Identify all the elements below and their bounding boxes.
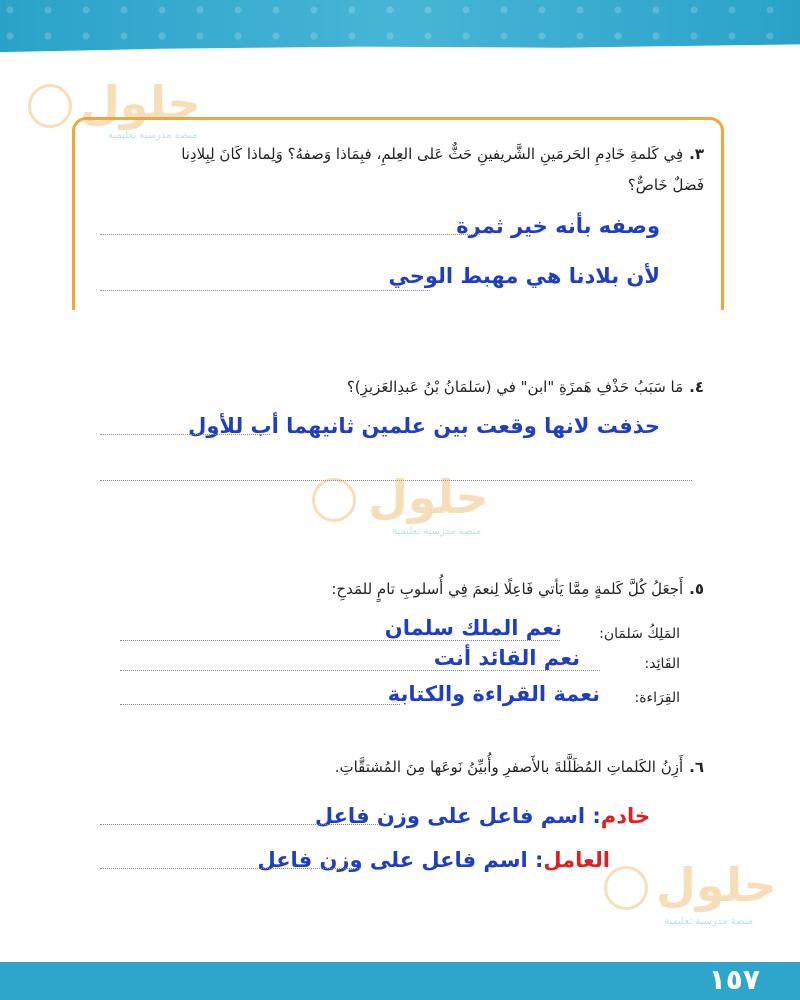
question-text: مَا سَبَبُ حَذْفِ هَمزَةِ "ابن" في (سَلمَانُ بْنُ عَبدِالعَزيزِ)؟ bbox=[346, 378, 684, 396]
q3-answer-1: وصفه بأنه خير ثمرة bbox=[456, 214, 660, 238]
question-number: ٦. bbox=[689, 758, 704, 776]
question-text: فِي كَلمةِ خَادِمِ الحَرمَينِ الشَّريفينِ حَثٌّ عَلى العِلمِ، فبِمَاذا وَصفهُ؟ وَلِماذا كَانَ لِبِلادِنا bbox=[181, 145, 684, 163]
answer-line bbox=[100, 868, 360, 869]
answer-line bbox=[100, 234, 480, 235]
watermark-tagline: منصة مدرسية تعليمية bbox=[664, 916, 754, 927]
answer-line bbox=[100, 290, 430, 291]
q6-word-2: العامل bbox=[543, 848, 610, 872]
question-text: أَزِنُ الكَلماتِ المُظَلَّلةَ بالأَصفرِ وأُبيِّنُ نَوعَها مِنَ المُشتقَّاتِ. bbox=[334, 758, 684, 776]
q3-answer-2: لأن بلادنا هي مهبط الوحي bbox=[388, 264, 660, 288]
watermark-brand: حلول bbox=[368, 470, 489, 524]
watermark-middle bbox=[312, 464, 502, 544]
q5-label-1: المَلِكُ سَلمَان: bbox=[599, 626, 680, 642]
watermark-brand: حلول bbox=[656, 858, 777, 912]
answer-line bbox=[120, 640, 560, 641]
watermark-tagline: منصة مدرسية تعليمية bbox=[108, 130, 198, 141]
watermark-logo-icon bbox=[28, 84, 72, 128]
q4-answer: حذفت لانها وقعت بين علمين ثانيهما أب للأول bbox=[188, 414, 660, 438]
watermark-brand: حلول bbox=[80, 76, 201, 130]
question-4 bbox=[347, 378, 704, 396]
watermark-bottom bbox=[604, 852, 794, 932]
q6-answer-text-2: : اسم فاعل على وزن فاعل bbox=[257, 848, 544, 872]
question-5 bbox=[331, 580, 704, 598]
question-text: أَجعَلُ كُلَّ كَلمةٍ مِمَّا يَأتي فَاعِلًا لِنعمَ فِي أُسلوبِ تامٍ للمَدحِ: bbox=[331, 580, 684, 598]
question-3 bbox=[84, 145, 704, 163]
answer-line bbox=[120, 704, 400, 705]
header-pattern bbox=[0, 0, 800, 62]
q5-label-3: القِرَاءة: bbox=[634, 690, 680, 706]
question-6 bbox=[335, 758, 704, 776]
q5-answer-1: نعم الملك سلمان bbox=[384, 616, 562, 640]
watermark-tagline: منصة مدرسية تعليمية bbox=[392, 526, 482, 537]
answer-line bbox=[100, 434, 270, 435]
q6-word-1: خادم bbox=[600, 804, 650, 828]
q5-answer-3: نعمة القراءة والكتابة bbox=[387, 682, 600, 706]
question-number: ٣. bbox=[689, 145, 704, 163]
q5-answer-2: نعم القائد أنت bbox=[433, 646, 580, 670]
watermark-logo-icon bbox=[604, 866, 648, 910]
answer-line bbox=[100, 824, 378, 825]
q5-label-2: القَائِد: bbox=[644, 656, 680, 672]
q6-answer-text-1: : اسم فاعل على وزن فاعل bbox=[314, 804, 601, 828]
answer-line bbox=[120, 670, 600, 671]
footer-band bbox=[0, 962, 800, 1000]
watermark-logo-icon bbox=[312, 478, 356, 522]
page-number: ١٥٧ bbox=[708, 963, 760, 996]
answer-line bbox=[100, 480, 692, 481]
header-band bbox=[0, 0, 800, 62]
question-3-line2: فَضلٌ خَاصٌّ؟ bbox=[627, 176, 704, 194]
question-number: ٤. bbox=[689, 378, 704, 396]
question-number: ٥. bbox=[689, 580, 704, 598]
